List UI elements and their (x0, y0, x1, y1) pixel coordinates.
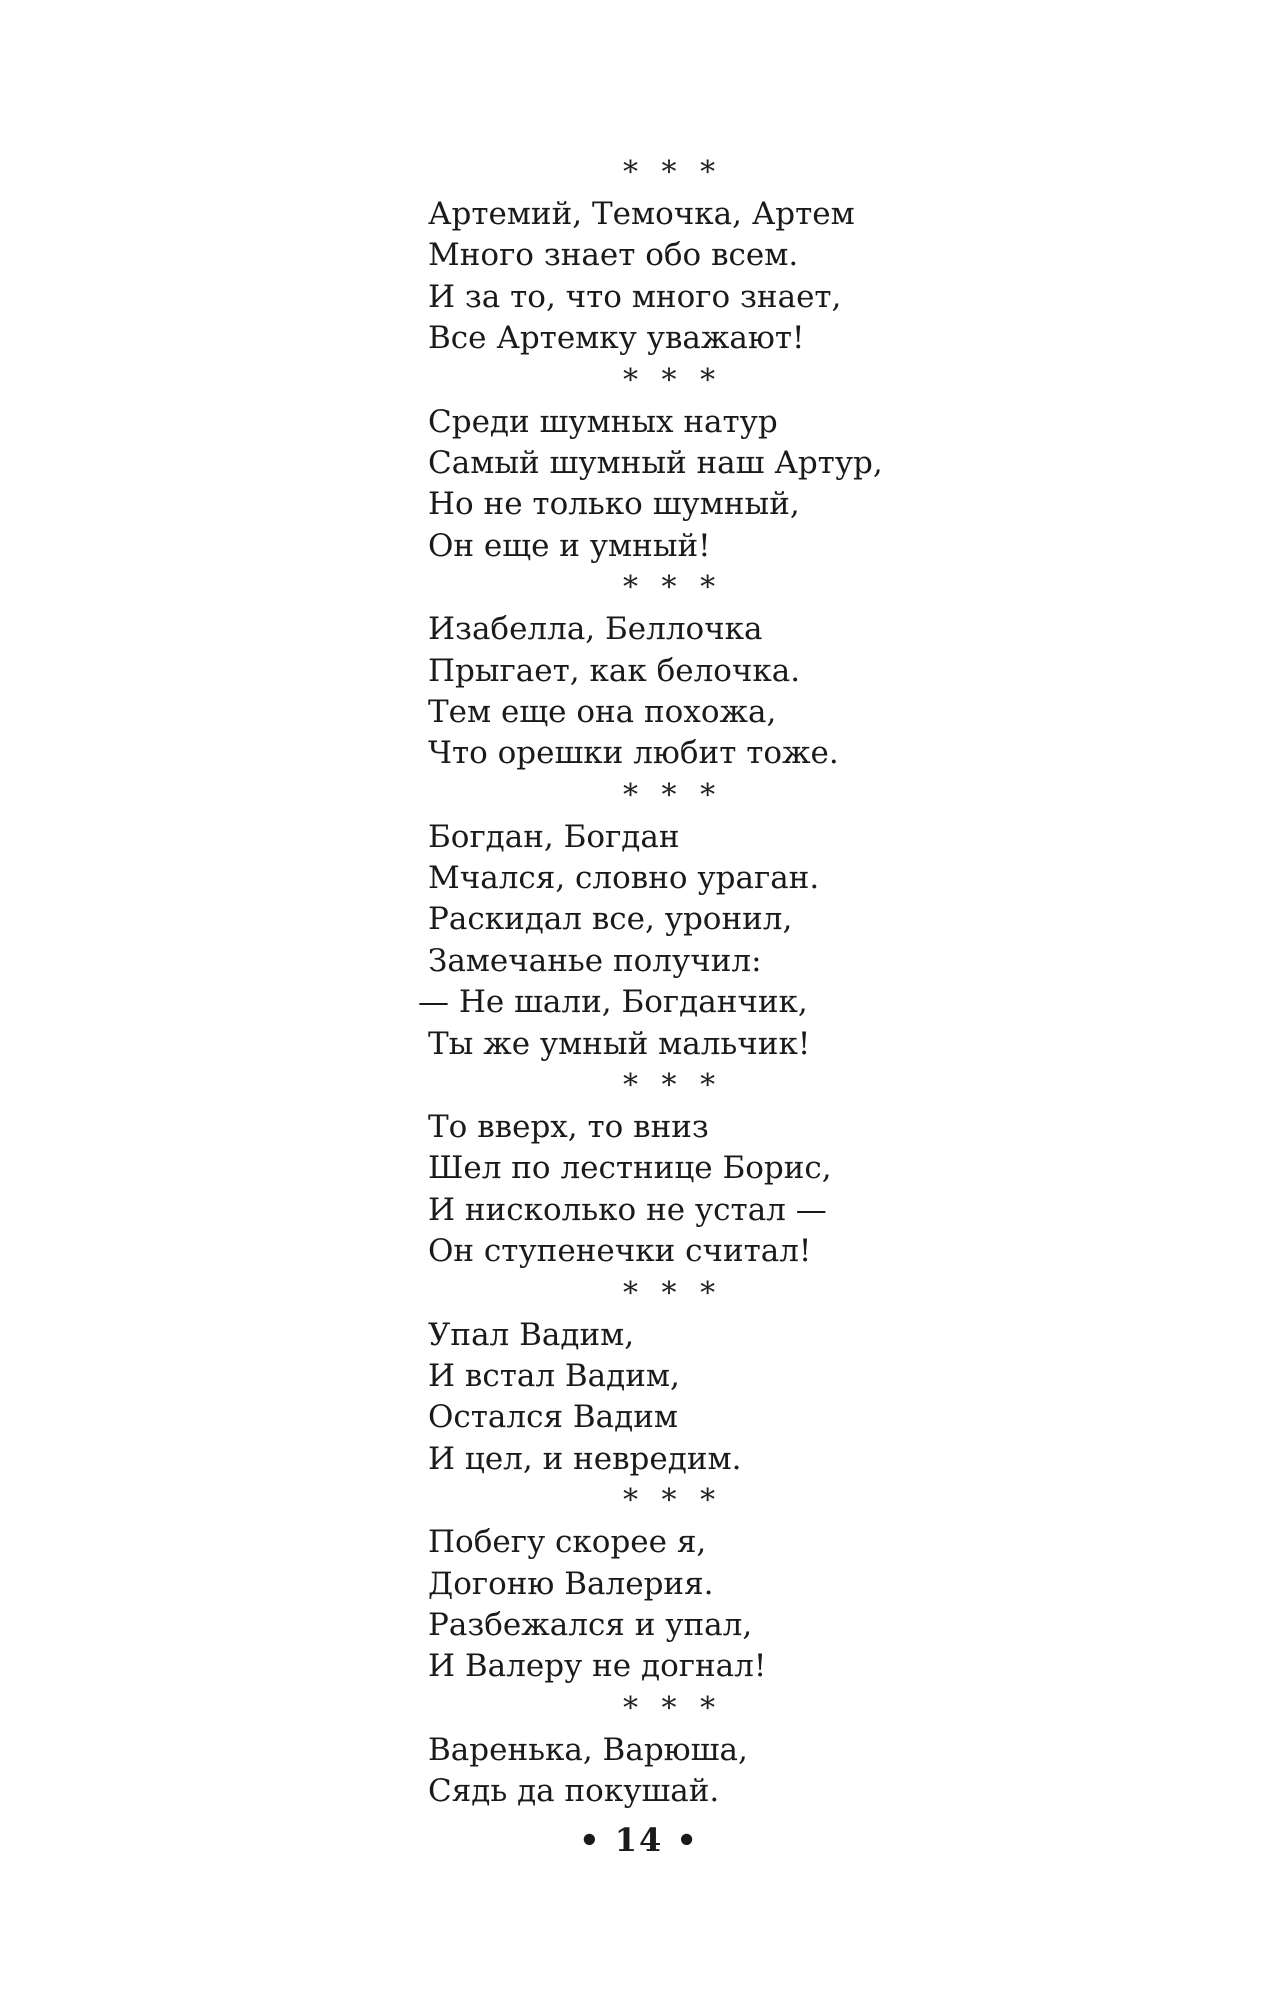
stanza-separator: * * * (623, 362, 723, 398)
poem-line: Упал Вадим, (428, 1316, 635, 1353)
stanza-separator: * * * (623, 1690, 723, 1726)
poem-line: — Не шали, Богданчик, (418, 984, 808, 1021)
poem-line: Шел по лестнице Борис, (428, 1150, 832, 1187)
poem-stanza (428, 1315, 948, 1481)
poem-line: Прыгает, как белочка. (428, 652, 801, 689)
poem-line: Артемий, Темочка, Артем (428, 196, 855, 232)
poem-line: То вверх, то вниз (428, 1109, 709, 1146)
page-number: • 14 • (579, 1821, 699, 1859)
poem-line: Все Артемку уважают! (428, 320, 805, 357)
poem-line: Мчался, словно ураган. (428, 860, 820, 897)
poem-line: Среди шумных натур (428, 403, 778, 440)
stanza-separator: * * * (623, 1275, 723, 1311)
poem-stanza (428, 1730, 948, 1813)
poem-line: Варенька, Варюша, (428, 1731, 748, 1768)
poem-stanza (428, 194, 948, 360)
poem-line: Догоню Валерия. (428, 1565, 714, 1602)
poem-line: И Валеру не догнал! (428, 1648, 767, 1685)
poem-line: Разбежался и упал, (428, 1606, 753, 1643)
poem-line: И цел, и невредим. (428, 1440, 742, 1477)
poem-line: Много знает обо всем. (428, 237, 799, 274)
poem-line: Он еще и умный! (428, 527, 711, 564)
poem-stanza (428, 1522, 948, 1688)
poem-line: И встал Вадим, (428, 1357, 680, 1394)
poem-line: Побегу скорее я, (428, 1524, 707, 1561)
stanza-separator: * * * (623, 155, 723, 190)
poem-line: Сядь да покушай. (428, 1773, 720, 1810)
poem-line: Замечанье получил: (428, 942, 762, 979)
poem-line: Что орешки любит тоже. (428, 735, 839, 772)
poem-line: Он ступенечки считал! (428, 1233, 812, 1270)
poem-line: Но не только шумный, (428, 486, 800, 523)
poem-line: Изабелла, Беллочка (428, 611, 763, 648)
stanza-separator: * * * (623, 1068, 723, 1104)
poem-line: Остался Вадим (428, 1399, 678, 1436)
poem-line: Самый шумный наш Артур, (428, 444, 883, 481)
poem-stanza (428, 402, 948, 568)
poem-line: И нисколько не устал — (428, 1191, 827, 1228)
poem-line: Раскидал все, уронил, (428, 901, 793, 938)
poem-line: Богдан, Богдан (428, 818, 680, 855)
poem-stanza (428, 1107, 948, 1273)
poem-line: И за то, что много знает, (428, 278, 842, 315)
poem-stanza (418, 817, 948, 1065)
poem-line: Тем еще она похожа, (428, 693, 777, 730)
stanza-separator: * * * (623, 570, 723, 606)
poem-collection (418, 152, 948, 1813)
poem-stanza (428, 609, 948, 775)
stanza-separator: * * * (623, 1483, 723, 1519)
stanza-separator: * * * (623, 777, 723, 813)
poem-line: Ты же умный мальчик! (428, 1025, 811, 1062)
